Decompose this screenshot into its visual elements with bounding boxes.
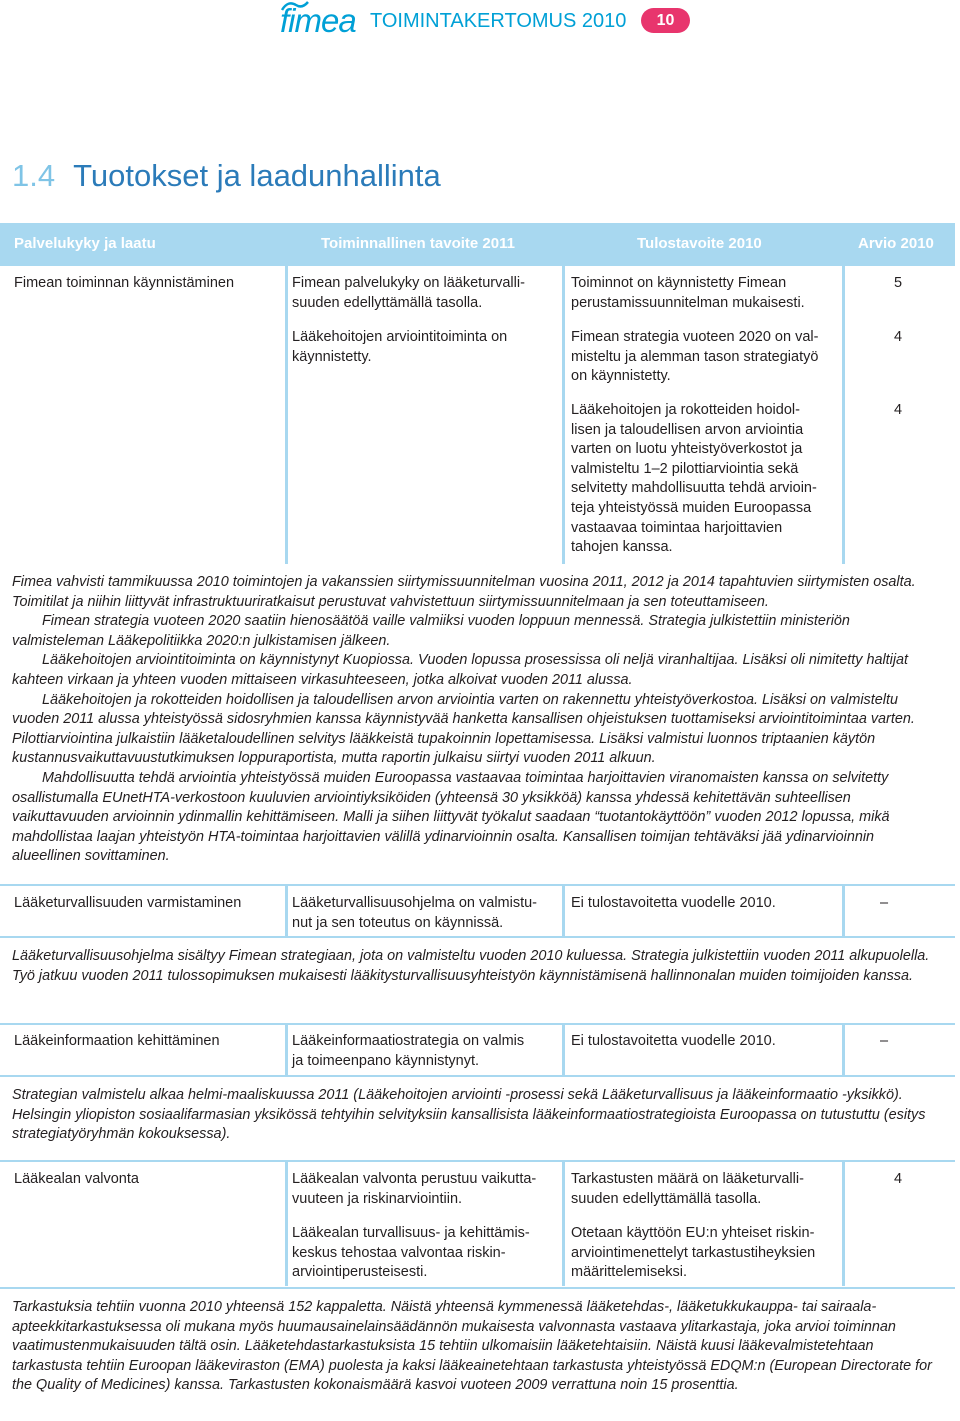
column-divider — [562, 266, 565, 564]
table-header — [0, 223, 955, 266]
commentary-fimea-launch: Fimea vahvisti tammikuussa 2010 toimintojen ja vakanssien siirtymissuunnitelman vuosina 2011, 2012 ja 2014 tapahtuvien siirtymisten osalta. Toimitilat ja niihin liittyvät infrastruktuuriratkaisut perustuvat vahvistettuun siirtymissuunnitelmaan ja sen toteuttamiseen. Fimean strategia vuoteen 2020 saatiin hienosäätöä vaille valmiiksi vuoden loppuun mennessä. Strategia julkistettiin ministeriön valmisteleman Lääkepolitiikka 2020:n julkistamisen jälkeen. Lääkehoitojen arviointitoiminta on käynnistynyt Kuopiossa. Vuoden lopussa prosessissa oli neljä viranhaltijaa. Lisäksi oli nimitetty haltijat kahteen virkaan ja yhteen vuoden mittaiseen virkasuhteeseen, jotka alkoivat vuoden 2011 alussa. Lääkehoitojen ja rokotteiden hoidollisen ja taloudellisen arvon arviointia varten on rakennettu yhteistyöverkostoa. Lisäksi on valmisteltu vuoden 2011 alussa yhteistyössä sidosryhmien kanssa käynnistyvää hanketta kansallisen ohjeistuksen tuottamiseksi arviointitoimintaa varten. Pilottiarviointina julkaistiin lääketaloudellinen selvitys lääkkeistä tupakoinnin lopettamisessa. Lisäksi valmistui luonnos triptaanien käytön kustannusvaikuttavuustutkimuksen loppuraportista, mutta raportin julkaisu siirtyi vuoden 2011 alkuun. Mahdollisuutta tehdä arviointia yhteistyössä muiden Euroopassa vastaavaa toimintaa harjoittavien viranomaisten kanssa on selvitetty osallistumalla EUnetHTA-verkostoon kuuluvien arviointiyksiköiden (yhteensä 30 yksikköä) kanssa yhdessä kehitettävän suhteellisen vaikuttavuuden arvioinnin ydinmallin kehittämiseen. Malli ja siihen liittyvät työkalut saadaan “tuotantokäyttöön” vuoden 2012 lopussa, mikä mahdollistaa laajan yhteistyön HTA-toimintaa harjoittavien välillä ydinarvioinnin osalta. Kansallisen toimijan tehtäväksi jää ydinarvioinnin alueellinen sovittaminen. — [12, 574, 916, 865]
column-divider — [842, 1023, 845, 1075]
score-value: – — [880, 895, 889, 911]
column-divider — [285, 1160, 288, 1286]
column-divider — [842, 266, 845, 564]
area-drug-safety: Lääketurvallisuuden varmistaminen — [14, 895, 242, 911]
section-title — [12, 158, 441, 194]
score-value: 4 — [894, 329, 903, 345]
target-network-pilots: Lääkehoitojen ja rokotteiden hoidol- lisen ja taloudellisen arvon arviointia varten on luotu yhteistyöverkostot ja valmisteltu 1–2 pilottiarviointia sekä selvitetty mahdollisuutta tehdä arvioin- teja yhteistyössä muiden Euroopassa vastaavaa toimintaa harjoittavien tahojen kanssa. — [571, 402, 817, 556]
commentary-drug-information: Strategian valmistelu alkaa helmi-maaliskuussa 2011 (Lääkehoitojen arviointi -prosessi sekä Lääketurvallisuus ja lääkeinformaatio -yksikkö). Helsingin yliopiston sosiaalifarmasian yksikössä tehtyihin selvityksiin kansallisista lääkeinformaatiostrategioista Euroopassa on tutustuttu (esitys strategiatyöryhmän kokouksessa). — [12, 1087, 926, 1143]
row-separator — [0, 1287, 955, 1289]
area-drug-information: Lääkeinformaation kehittäminen — [14, 1033, 220, 1049]
target-inspections: Tarkastusten määrä on lääketurvalli- suuden edellyttämällä tasolla. — [571, 1171, 804, 1207]
section-number: 1.4 — [12, 158, 56, 193]
row-separator — [0, 936, 955, 938]
target-none: Ei tulostavoitetta vuodelle 2010. — [571, 895, 776, 911]
score-value: 5 — [894, 275, 903, 291]
area-supervision: Lääkealan valvonta — [14, 1171, 139, 1187]
page-header — [0, 0, 960, 46]
column-divider — [285, 884, 288, 936]
column-divider — [842, 884, 845, 936]
commentary-supervision: Tarkastuksia tehtiin vuonna 2010 yhteensä 152 kappaletta. Näistä yhteensä kymmenessä lääketehdas-, lääketukkukauppa- tai sairaala-apteekkitarkastuksessa oli mukana myös huumausainelainsäädännön mukaisesta valvonnasta vastaava ylitarkastaja, joka arvioi toiminnan vaatimustenmukaisuuden tältä osin. Lääketehdastarkastuksista 15 tehtiin ulkomaisiin lääketehtaisiin. Näistä kuusi lääkevalmistetehtaan tarkastusta tehtiin Euroopan lääkeviraston (EMA) puolesta ja kaksi lääkeainetehtaan tarkastusta yhteistyössä EDQM:n (European Directorate for the Quality of Medicines) kanssa. Tarkastusten kokonaismäärä kasvoi vuoteen 2009 verrattuna noin 15 prosenttia. — [12, 1299, 932, 1394]
target-eu-risk-procedures: Otetaan käyttöön EU:n yhteiset riskin- arviointimenettelyt tarkastustiheyksien määrittelemiseksi. — [571, 1225, 816, 1281]
col-header-score: Arvio 2010 — [858, 235, 934, 252]
target-operations-launched: Toiminnot on käynnistetty Fimean perustamissuunnitelman mukaisesti. — [571, 275, 805, 311]
area-fimea-launch: Fimean toiminnan käynnistäminen — [14, 275, 235, 291]
column-divider — [285, 266, 288, 564]
goal-supervision-risk: Lääkealan valvonta perustuu vaikutta- vuuteen ja riskinarviointiin. — [292, 1171, 537, 1207]
col-header-target: Tulostavoite 2010 — [637, 235, 762, 252]
section-title-text: Tuotokset ja laadunhallinta — [73, 158, 441, 193]
commentary-drug-safety: Lääketurvallisuusohjelma sisältyy Fimean strategiaan, jota on valmisteltu vuoden 2010 kuluessa. Strategia julkistettiin vuoden 2011 alkupuolella. Työ jatkuu vuoden 2011 tulossopimuksen mukaisesti lääkitysturvallisuusyhteistyön käynnistämisenä hallinnonalan muiden toimijoiden kanssa. — [12, 948, 930, 984]
col-header-goal: Toiminnallinen tavoite 2011 — [321, 235, 515, 252]
score-value: – — [880, 1033, 889, 1049]
fimea-logo: fimea — [280, 2, 356, 39]
column-divider — [842, 1160, 845, 1286]
score-value: 4 — [894, 402, 903, 418]
score-value: 4 — [894, 1171, 903, 1187]
column-divider — [562, 1160, 565, 1286]
row-separator — [0, 1023, 955, 1025]
goal-assessment-launched: Lääkehoitojen arviointitoiminta on käynnistetty. — [292, 329, 508, 365]
goal-drug-safety-program: Lääketurvallisuusohjelma on valmistu- nut ja sen toteutus on käynnissä. — [292, 895, 538, 931]
target-strategy-2020: Fimean strategia vuoteen 2020 on val- misteltu ja alemman tason strategiatyö on käynnistetty. — [571, 329, 819, 385]
column-divider — [285, 1023, 288, 1075]
row-separator — [0, 1075, 955, 1077]
page-number-badge: 10 — [641, 8, 690, 33]
goal-information-strategy: Lääkeinformaatiostrategia on valmis ja toimeenpano käynnistynyt. — [292, 1033, 525, 1069]
row-separator — [0, 884, 955, 886]
col-header-area: Palvelukyky ja laatu — [14, 235, 156, 252]
row-separator — [0, 1160, 955, 1162]
column-divider — [562, 884, 565, 936]
goal-service-capability: Fimean palvelukyky on lääketurvalli- suuden edellyttämällä tasolla. — [292, 275, 525, 311]
target-none: Ei tulostavoitetta vuodelle 2010. — [571, 1033, 776, 1049]
report-title: TOIMINTAKERTOMUS 2010 — [370, 10, 627, 32]
column-divider — [562, 1023, 565, 1075]
goal-safety-center: Lääkealan turvallisuus- ja kehittämis- keskus tehostaa valvontaa riskin- arviointiperusteisesti. — [292, 1225, 530, 1281]
